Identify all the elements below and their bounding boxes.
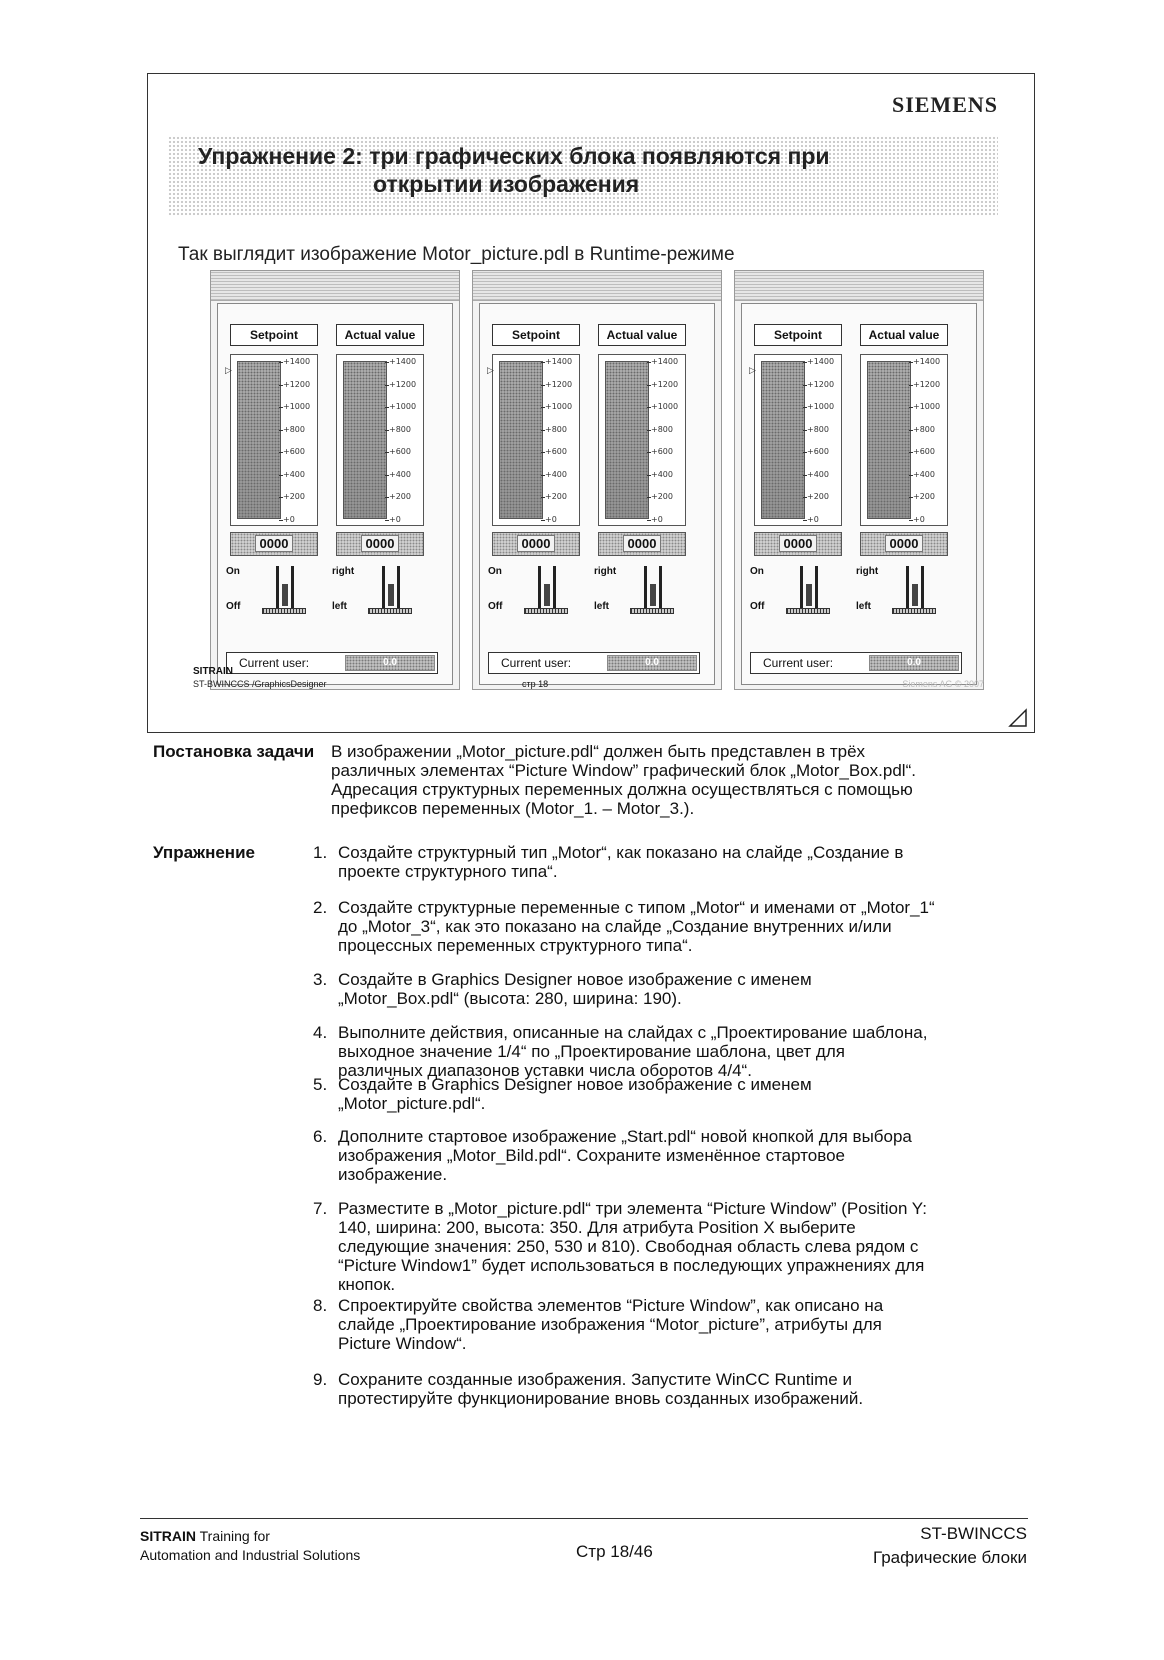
window-title-bar	[211, 271, 459, 301]
setpoint-label: Setpoint	[230, 324, 318, 346]
actual-scale	[913, 357, 945, 523]
scale-tick: +1200	[651, 379, 679, 389]
step-number: 3.	[313, 970, 328, 989]
step-line: выходное значение 1/4“ по „Проектирование шаблона, цвет для	[338, 1042, 845, 1061]
scale-tick: +200	[283, 492, 305, 501]
scale-tick: +1000	[283, 402, 311, 411]
scale-tick: +600	[283, 447, 305, 456]
switch-top-label: On	[488, 566, 502, 577]
actual-gauge	[598, 354, 686, 526]
exercise-step	[313, 1370, 1028, 1408]
switch-top-label: right	[332, 566, 355, 577]
slide-title-line1: Упражнение 2: три графических блока появляются при	[198, 143, 830, 169]
slide-title	[168, 136, 998, 216]
switch-lever-icon	[912, 584, 918, 606]
actual-column	[324, 304, 432, 644]
direction-switch[interactable]	[892, 566, 936, 616]
setpoint-display-value: 0000	[517, 535, 556, 552]
scale-tick: +800	[651, 424, 673, 434]
setpoint-display[interactable]	[230, 532, 318, 556]
setpoint-scale	[807, 357, 839, 523]
task-line: В изображении „Motor_picture.pdl“ должен быть представлен в трёх	[331, 742, 866, 761]
task-label: Постановка задачи	[153, 742, 315, 761]
exercise-step	[313, 898, 1028, 955]
scale-tick: +400	[807, 469, 829, 479]
task-line: различных элементах “Picture Window” графический блок „Motor_Box.pdl“.	[331, 761, 916, 780]
scale-tick: +1000	[545, 402, 573, 411]
step-line: Создайте структурные переменные с типом „Motor“ и именами от „Motor_1“	[338, 898, 935, 917]
setpoint-marker-icon[interactable]: ▷	[487, 365, 494, 375]
switch-lever-icon	[650, 584, 656, 606]
scale-tick: +600	[807, 447, 829, 456]
on-off-switch[interactable]	[786, 566, 830, 616]
actual-scale	[651, 357, 683, 523]
step-line: Создайте структурный тип „Motor“, как показано на слайде „Создание в	[338, 843, 904, 862]
scale-tick: +0	[913, 514, 925, 524]
scale-tick: +0	[545, 514, 557, 524]
setpoint-label: Setpoint	[492, 324, 580, 346]
step-line: Создайте в Graphics Designer новое изображение с именем	[338, 970, 812, 989]
actual-scale	[389, 357, 421, 523]
scale-tick: +600	[389, 447, 411, 456]
current-user-value: 0.0	[869, 655, 959, 671]
direction-switch[interactable]	[368, 566, 412, 616]
step-number: 6.	[313, 1127, 328, 1146]
scale-tick: +1400	[283, 357, 311, 366]
actual-column	[586, 304, 694, 644]
scale-tick: +200	[913, 492, 935, 501]
slide-footer-copyright: Siemens AG © 2007	[902, 679, 984, 689]
actual-gauge	[336, 354, 424, 526]
scale-tick: +200	[651, 492, 673, 501]
current-user-label: Current user:	[501, 656, 572, 670]
step-line: “Picture Window1” будет использоваться в последующих упражнениях для	[338, 1256, 925, 1275]
actual-gauge-bar	[867, 361, 911, 519]
scale-tick: +400	[545, 469, 567, 479]
step-number: 4.	[313, 1023, 328, 1042]
scale-tick: +600	[651, 447, 673, 456]
switch-base	[262, 608, 306, 614]
actual-label: Actual value	[598, 324, 686, 346]
scale-tick: +400	[913, 469, 935, 479]
step-line: Picture Window“.	[338, 1334, 467, 1353]
scale-tick: +1200	[807, 379, 835, 389]
setpoint-marker-icon[interactable]: ▷	[225, 365, 232, 375]
on-off-switch[interactable]	[524, 566, 568, 616]
setpoint-scale	[283, 357, 315, 523]
setpoint-display[interactable]	[754, 532, 842, 556]
step-line: протестируйте функционирование вновь созданных изображений.	[338, 1389, 864, 1408]
step-number: 2.	[313, 898, 328, 917]
scale-tick: +1400	[651, 357, 679, 366]
actual-column	[848, 304, 956, 644]
switch-bottom-label: Off	[750, 601, 765, 612]
current-user-box	[226, 652, 438, 674]
exercise-step	[313, 1075, 1028, 1113]
actual-label: Actual value	[860, 324, 948, 346]
scale-tick: +0	[807, 514, 819, 524]
footer-rule	[140, 1518, 1028, 1519]
setpoint-display-value: 0000	[255, 535, 294, 552]
scale-tick: +1000	[913, 402, 941, 411]
scale-tick: +1400	[807, 357, 835, 366]
switch-top-label: right	[594, 566, 617, 577]
switch-base	[524, 608, 568, 614]
picture-window-3	[734, 270, 984, 690]
scale-tick: +0	[389, 514, 401, 524]
motor-box	[217, 303, 453, 685]
step-line: различных диапазонов уставки числа оборотов 4/4“.	[338, 1061, 752, 1080]
scale-tick: +1200	[283, 379, 311, 389]
footer-left-line1	[140, 1528, 270, 1544]
footer-org: SITRAIN	[140, 1528, 196, 1544]
actual-gauge-bar	[605, 361, 649, 519]
step-number: 9.	[313, 1370, 328, 1389]
exercise-label: Упражнение	[153, 843, 255, 862]
switch-bottom-label: left	[594, 601, 609, 612]
exercise-step	[313, 1296, 1028, 1353]
scale-tick: +200	[807, 492, 829, 501]
exercise-step	[313, 970, 1028, 1008]
slide-footer-page: стр 18	[522, 679, 549, 689]
scale-tick: +1200	[389, 379, 417, 389]
scale-tick: +400	[389, 469, 411, 479]
step-line: слайде „Проектирование изображения “Motor_picture”, атрибуты для	[338, 1315, 882, 1334]
switch-lever-icon	[282, 584, 288, 606]
scale-tick: +200	[545, 492, 567, 501]
picture-window-1	[210, 270, 460, 690]
actual-display-value: 0000	[361, 535, 400, 552]
slide-caption: Так выглядит изображение Motor_picture.pdl в Runtime-режиме	[178, 244, 735, 265]
slide	[147, 73, 1035, 733]
switch-top-label: On	[226, 566, 240, 577]
step-line: 140, ширина: 200, высота: 350. Для атрибута Position X выберите	[338, 1218, 856, 1237]
step-line: „Motor_Box.pdl“ (высота: 280, ширина: 190).	[338, 989, 682, 1008]
scale-tick: +800	[389, 424, 411, 434]
exercise-step	[313, 843, 1028, 881]
actual-label: Actual value	[336, 324, 424, 346]
setpoint-gauge	[225, 354, 318, 526]
switch-top-label: On	[750, 566, 764, 577]
setpoint-gauge	[749, 354, 842, 526]
switch-top-label: right	[856, 566, 879, 577]
picture-windows	[210, 270, 998, 690]
switch-base	[368, 608, 412, 614]
scale-tick: +1000	[651, 402, 679, 411]
footer-course-title: Графические блоки	[872, 1548, 1027, 1567]
task-line: Адресация структурных переменных должна осуществляться с помощью	[331, 780, 913, 799]
scale-tick: +0	[283, 514, 295, 524]
switch-lever-icon	[544, 584, 550, 606]
setpoint-gauge-bar	[499, 361, 543, 519]
switch-base	[630, 608, 674, 614]
step-line: изображение.	[338, 1165, 448, 1184]
scale-tick: +800	[283, 424, 305, 434]
picture-window-2	[472, 270, 722, 690]
step-line: Выполните действия, описанные на слайдах с „Проектирование шаблона,	[338, 1023, 928, 1042]
scale-tick: +400	[283, 469, 305, 479]
on-off-switch[interactable]	[262, 566, 306, 616]
setpoint-display[interactable]	[492, 532, 580, 556]
step-line: Спроектируйте свойства элементов “Picture Window”, как описано на	[338, 1296, 884, 1315]
setpoint-display-value: 0000	[779, 535, 818, 552]
exercise-step	[313, 1023, 1028, 1080]
setpoint-gauge	[487, 354, 580, 526]
step-number: 8.	[313, 1296, 328, 1315]
actual-display	[860, 532, 948, 556]
scale-tick: +600	[545, 447, 567, 456]
footer-course-code: ST-BWINCCS	[920, 1524, 1027, 1543]
actual-display	[336, 532, 424, 556]
actual-display-value: 0000	[885, 535, 924, 552]
task-section	[153, 742, 1033, 832]
step-line: кнопок.	[338, 1275, 396, 1294]
footer-left-rest: Training for	[196, 1528, 270, 1544]
direction-switch[interactable]	[630, 566, 674, 616]
setpoint-gauge-bar	[761, 361, 805, 519]
motor-box	[741, 303, 977, 685]
switch-bottom-label: left	[856, 601, 871, 612]
footer-left-line2: Automation and Industrial Solutions	[140, 1547, 361, 1563]
window-title-bar	[735, 271, 983, 301]
scale-tick: +0	[651, 514, 663, 524]
actual-gauge	[860, 354, 948, 526]
scale-tick: +1000	[807, 402, 835, 411]
slide-footer-org: SITRAIN	[193, 666, 233, 677]
switch-bottom-label: left	[332, 601, 347, 612]
current-user-box	[488, 652, 700, 674]
scale-tick: +400	[651, 469, 673, 479]
switch-base	[892, 608, 936, 614]
exercise-step	[313, 1199, 1028, 1294]
step-line: проекте структурного типа“.	[338, 862, 558, 881]
footer-page-number: Стр 18/46	[576, 1542, 653, 1561]
step-line: Дополните стартовое изображение „Start.pdl“ новой кнопкой для выбора	[338, 1127, 912, 1146]
scale-tick: +1200	[545, 379, 573, 389]
switch-bottom-label: Off	[488, 601, 503, 612]
current-user-label: Current user:	[763, 656, 834, 670]
slide-title-line2: открытии изображения	[373, 171, 640, 197]
current-user-value: 0.0	[607, 655, 697, 671]
scale-tick: +1000	[389, 402, 417, 411]
window-title-bar	[473, 271, 721, 301]
switch-bottom-label: Off	[226, 601, 241, 612]
switch-base	[786, 608, 830, 614]
actual-display-value: 0000	[623, 535, 662, 552]
setpoint-column	[218, 304, 326, 644]
setpoint-scale	[545, 357, 577, 523]
current-user-label: Current user:	[239, 656, 310, 670]
step-line: Сохраните созданные изображения. Запустите WinCC Runtime и	[338, 1370, 852, 1389]
siemens-logo: SIEMENS	[891, 92, 998, 117]
scale-tick: +200	[389, 492, 411, 501]
switch-lever-icon	[388, 584, 394, 606]
task-text	[331, 742, 1031, 818]
scale-tick: +1400	[913, 357, 941, 366]
step-number: 7.	[313, 1199, 328, 1218]
step-line: „Motor_picture.pdl“.	[338, 1094, 486, 1113]
scale-tick: +800	[545, 424, 567, 434]
scale-tick: +600	[913, 447, 935, 456]
motor-box	[479, 303, 715, 685]
current-user-box	[750, 652, 962, 674]
scale-tick: +1400	[389, 357, 417, 366]
step-line: процессных переменных структурного типа“.	[338, 936, 693, 955]
step-number: 1.	[313, 843, 328, 862]
step-line: до „Motor_3“, как это показано на слайде „Создание внутренних и/или	[338, 917, 892, 936]
scale-tick: +800	[913, 424, 935, 434]
step-line: следующие значения: 250, 530 и 810). Свободная область слева рядом с	[338, 1237, 919, 1256]
current-user-value: 0.0	[345, 655, 435, 671]
setpoint-column	[742, 304, 850, 644]
setpoint-marker-icon[interactable]: ▷	[749, 365, 756, 375]
actual-gauge-bar	[343, 361, 387, 519]
setpoint-column	[480, 304, 588, 644]
scale-tick: +1200	[913, 379, 941, 389]
setpoint-gauge-bar	[237, 361, 281, 519]
step-line: Создайте в Graphics Designer новое изображение с именем	[338, 1075, 812, 1094]
setpoint-label: Setpoint	[754, 324, 842, 346]
actual-display	[598, 532, 686, 556]
slide-footer-course: ST-BWINCCS /GraphicsDesigner	[193, 679, 327, 689]
scale-tick: +1400	[545, 357, 573, 366]
step-line: Разместите в „Motor_picture.pdl“ три элемента “Picture Window” (Position Y:	[338, 1199, 927, 1218]
step-number: 5.	[313, 1075, 328, 1094]
task-line: префиксов переменных (Motor_1. – Motor_3.).	[331, 799, 695, 818]
exercise-step	[313, 1127, 1028, 1184]
step-line: изображения „Motor_Bild.pdl“. Сохраните изменённое стартовое	[338, 1146, 845, 1165]
scale-tick: +800	[807, 424, 829, 434]
switch-lever-icon	[806, 584, 812, 606]
corner-mark-icon	[1008, 708, 1028, 728]
